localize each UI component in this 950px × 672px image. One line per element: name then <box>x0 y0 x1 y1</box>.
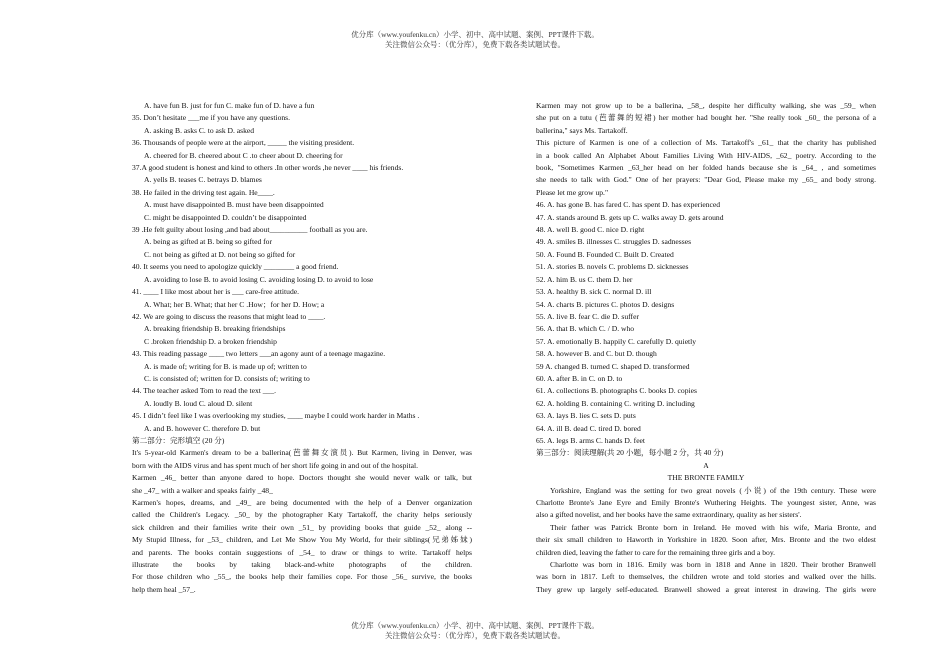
left-column-line: Karmen's hopes, dreams, and _49_ are being documented with the help of a Denver organization <box>132 498 472 507</box>
left-column-line: A. breaking friendship B. breaking friendships <box>144 324 286 334</box>
left-column-line: 36. Thousands of people were at the airport, _____ the visiting president. <box>132 138 355 148</box>
left-column-line: 35. Don’t hesitate ___me if you have any questions. <box>132 113 291 123</box>
right-column-line: was born in 1817. Left to themselves, the children wrote and told stories and walked over the hills. <box>536 572 876 582</box>
right-column-line: book, "Sometimes Karmen _63_her head on her folded hands because she is _64_ , and sometimes <box>536 163 876 173</box>
left-column-line: 41. ____ I like most about her is ___ care-free attitude. <box>132 287 300 297</box>
right-column-line: Their father was Patrick Bronte born in Ireland. He moved with his wife, Maria Bronte, and <box>550 522 876 532</box>
right-column-line: their six small children to Haworth in Yorkshire in 1820. Soon after, Mrs. Bronte and the two eldest <box>536 535 876 545</box>
right-column-line: 62. A. holding B. containing C. writing D. including <box>536 398 695 408</box>
left-column-line: It's 5-year-old Karmen's dream to be a ballerina(芭蕾舞女演员). But Karmen, living in Denver, was <box>132 448 472 458</box>
right-column-line: A <box>703 460 709 470</box>
right-column-line: 61. A. collections B. photographs C. books D. copies <box>536 386 697 396</box>
right-column-line: 49. A. smiles B. illnesses C. struggles D. sadnesses <box>536 237 692 247</box>
left-column-line: A. have fun B. just for fun C. make fun of D. have a fun <box>144 101 315 110</box>
right-column-line: Charlotte was born in 1816. Emily was born in 1818 and Anne in 1820. Their brother Branwell <box>550 560 876 570</box>
right-column-line: 48. A. well B. good C. nice D. right <box>536 225 645 235</box>
right-column-line: children died, leaving the father to care for the remaining three girls and a boy. <box>536 547 776 557</box>
right-column-line: They grew up largely self-educated. Branwell showed a great interest in drawing. The girls were <box>536 584 876 594</box>
left-column-line: C. might be disappointed D. couldn’t be disappointed <box>144 212 307 222</box>
left-column-line: 37.A good student is honest and kind to others .In other words ,he never ____ his friends. <box>132 163 404 173</box>
left-column-line: A. avoiding to lose B. to avoid losing C. avoiding losing D. to avoid to lose <box>144 274 374 284</box>
right-column-line: Please let me grow up." <box>536 187 609 197</box>
header-line-1: 优分库（www.youfenku.cn）小学、初中、高中试题、案例、PPT课件下载。 <box>351 30 599 39</box>
right-column-line: she put on a tutu (芭蕾舞的短裙) her mother had bought her. "She really took _60_ the persona of a <box>536 113 876 123</box>
right-column <box>536 100 876 596</box>
right-column-line: 56. A. that B. which C. / D. who <box>536 324 635 334</box>
right-column-line: 60. A. after B. in C. on D. to <box>536 373 623 383</box>
left-column-line: C. not being as gifted at D. not being so gifted for <box>144 249 296 259</box>
left-column-line: 38. He failed in the driving test again. He____. <box>132 187 275 197</box>
right-column-line: ballerina," says Ms. Tartakoff. <box>536 125 628 135</box>
left-column-line: C. is consisted of; written for D. consists of; writing to <box>144 373 310 383</box>
left-column-line: Karmen _46_ better than anyone dared to hope. Doctors thought she would never walk or talk, but <box>132 473 472 483</box>
right-column-line: 第三部分：阅读理解(共 20 小题，每小题 2 分，共 40 分) <box>536 448 724 458</box>
right-column-line: 64. A. ill B. dead C. tired D. bored <box>536 423 641 433</box>
right-column-line: 46. A. has gone B. has fared C. has spent D. has experienced <box>536 200 721 210</box>
left-column-line: called the Children's Legacy. _50_ by the photographer Katy Tartakoff, the charity helps seriously <box>132 510 472 520</box>
right-column-line: 47. A. stands around B. gets up C. walks away D. gets around <box>536 212 724 222</box>
left-column <box>132 100 472 596</box>
left-column-line: help them heal _57_. <box>132 584 196 594</box>
left-column-line: A. What; her B. What; that her C .How；for her D. How; a <box>144 299 325 309</box>
right-column-line: 54. A. charts B. pictures C. photos D. designs <box>536 299 675 309</box>
page-footer <box>0 621 950 641</box>
left-column-line: 第二部分：完形填空 (20 分) <box>132 435 225 445</box>
right-column-line: 57. A. emotionally B. happily C. carefully D. quietly <box>536 336 697 346</box>
left-column-line: A. and B. however C. therefore D. but <box>144 423 261 433</box>
right-column-line: 50. A. Found B. Founded C. Built D. Created <box>536 249 674 259</box>
right-column-line: 53. A. healthy B. sick C. normal D. ill <box>536 287 652 297</box>
right-column-line: also a gifted novelist, and her books have the same extraordinary, quality as her sisters'. <box>536 510 802 520</box>
page-header <box>0 30 950 50</box>
right-column-line: 55. A. live B. fear C. die D. suffer <box>536 311 639 321</box>
right-column-line: in a book called An Alphabet About Families Living With HIV-AIDS, _62_ poetry. According to the <box>536 150 876 160</box>
left-column-line: A. yells B. teases C. betrays D. blames <box>144 175 262 185</box>
right-column-line: 58. A. however B. and C. but D. though <box>536 349 657 359</box>
left-column-line: A. asking B. asks C. to ask D. asked <box>144 125 255 135</box>
right-column-line: This picture of Karmen is one of a collection of Ms. Tartakoff's _61_ that the charity has published <box>536 138 876 148</box>
left-column-line: A. being as gifted at B. being so gifted for <box>144 237 273 247</box>
right-column-line: 59 A. changed B. turned C. shaped D. transformed <box>536 361 690 371</box>
right-column-line: Karmen may not grow up to be a ballerina, _58_, despite her difficulty walking, she was _59_ when <box>536 101 876 110</box>
left-column-line: 42. We are going to discuss the reasons that might lead to ____. <box>132 311 326 321</box>
header-line-2: 关注微信公众号：（优分库），免费下载各类试题试卷。 <box>385 40 565 49</box>
right-column-line: THE BRONTE FAMILY <box>667 473 745 483</box>
left-column-line: A. loudly B. loud C. aloud D. silent <box>144 398 253 408</box>
left-column-line: sick children and their families write their own _51_ by providing books that guide _52_ along -- <box>132 522 472 532</box>
left-column-line: 45. I didn’t feel like I was overlooking my studies, ____ maybe I could work harder in Maths . <box>132 411 420 421</box>
left-column-line: born with the AIDS virus and has spent much of her short life going in and out of the hospital. <box>132 460 418 470</box>
left-column-line: 43. This reading passage ____ two letters ___an agony aunt of a teenage magazine. <box>132 349 386 359</box>
right-column-line: 52. A. him B. us C. them D. her <box>536 274 633 284</box>
left-column-line: A. is made of; writing for B. is made up of; written to <box>144 361 307 371</box>
footer-line-2: 关注微信公众号：（优分库），免费下载各类试题试卷。 <box>385 631 565 640</box>
left-column-line: she _47_ with a walker and speaks fairly _48_ <box>132 485 273 495</box>
right-column-line: 63. A. lays B. lies C. sets D. puts <box>536 411 636 421</box>
left-column-line: illustrate the books by taking black-and-white photographs of the children. <box>132 560 472 570</box>
left-column-line: C .broken friendship D. a broken friendship <box>144 336 277 346</box>
right-column-line: 65. A. legs B. arms C. hands D. feet <box>536 435 646 445</box>
footer-line-1: 优分库（www.youfenku.cn）小学、初中、高中试题、案例、PPT课件下载。 <box>351 621 599 630</box>
right-column-line: 51. A. stories B. novels C. problems D. sicknesses <box>536 262 689 272</box>
left-column-line: and parents. The books contain suggestions of _54_ to draw or things to write. Tartakoff helps <box>132 547 472 557</box>
left-column-line: A. cheered for B. cheered about C .to cheer about D. cheering for <box>144 150 343 160</box>
left-column-line: 39 .He felt guilty about losing ,and bad about__________ football as you are. <box>132 225 368 235</box>
left-column-line: A. must have disappointed B. must have been disappointed <box>144 200 324 210</box>
right-column-line: Yorkshire, England was the setting for two great novels (小说) of the 19th century. These were <box>550 485 876 495</box>
left-column-line: 44. The teacher asked Tom to read the text ___. <box>132 386 277 396</box>
left-column-line: My Stupid Illness, for _53_ children, and Let Me Show You My World, for their siblings(兄弟姊妹) <box>132 535 472 545</box>
right-column-line: Charlotte Bronte's Jane Eyre and Emily Bronte's Wuthering Heights. The youngest sister, Anne, was <box>536 498 876 507</box>
right-column-line: she needs to talk with God." One of her prayers: "Dear God, Please make my _65_ and body strong. <box>536 175 876 185</box>
left-column-line: 40. It seems you need to apologize quickly ________ a good friend. <box>132 262 339 272</box>
left-column-line: For those children who _55_, the books help their families cope. For those _56_ survive, the books <box>132 572 472 582</box>
